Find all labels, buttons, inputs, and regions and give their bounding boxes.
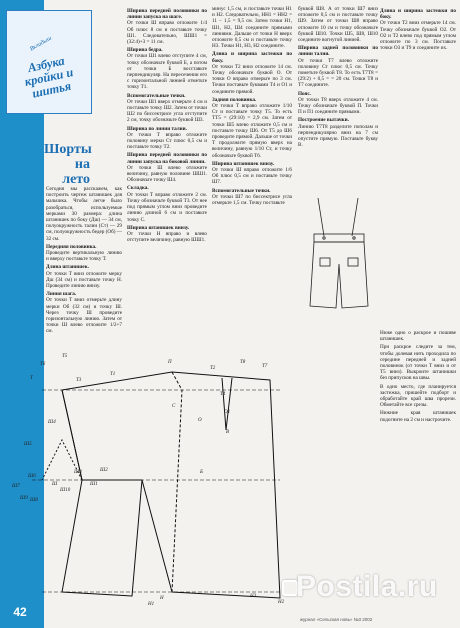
pattern-point-label: Н1 (148, 602, 155, 607)
paragraph: От точки Ш вправо отложите 1/4 Об плюс 8 см и поставьте точку Ш1. Следовательно, ШШ1 = (32:4)+3 = 11 см. (127, 20, 207, 46)
text-column-2 (127, 6, 207, 245)
pattern-point-label: Ш (52, 482, 58, 487)
pattern-point-label: Т4 (220, 392, 226, 397)
text-column-3 (212, 6, 292, 208)
heading: Ширина по линии талии. (127, 125, 187, 132)
heading: Построение вытачки. (298, 117, 349, 124)
section-tag: Вкладыш (29, 35, 53, 53)
paragraph: От точки Т вправо отложите 2 см. Точку обозначьте буквой Т3. От нее под прямым углом вниз проведите линию длиной 6 см и поставьте точку С. (127, 191, 207, 223)
pattern-point-label: Т8 (240, 360, 246, 365)
paragraph: Линию Т7Т8 разделите пополам и перпендикулярно вниз на 7 см опустите прямую. Поставьте букву В. (298, 123, 378, 149)
pattern-point-label: Ш2 (100, 468, 108, 473)
heading: Ширина задней половинки по линии талии. (298, 45, 378, 58)
pattern-point-label: Ш9 (20, 496, 28, 501)
shorts-illustration (300, 196, 378, 326)
pattern-point-label: Т2 (210, 366, 216, 371)
pattern-point-label: Ш7 (12, 484, 20, 489)
heading: Линия шага. (46, 291, 77, 298)
pattern-point-label: Б (200, 470, 203, 475)
paragraph: От точки Т2 вниз отмерьте 14 см. Точку обозначьте буквой О2. От О2 и Т2 влево под прямым углом отложите по 3 см. Поставьте точки О3 и Т9 и соедините их. (380, 20, 456, 52)
paragraph: Нижние края штанишек подогните на 2 см и настрочите. (380, 410, 456, 423)
text-column-4 (298, 6, 378, 150)
heading: Задняя половинка. (212, 96, 257, 103)
pattern-point-label: О (198, 418, 202, 423)
paragraph: От точки Ш1 вверх отмерьте 4 см и поставьте точку Ш2. Затем от точки Ш2 по биссектрисе угла отступите 2 см, точку обозначьте буквой Ш3. (127, 98, 207, 124)
pattern-point-label: Т6 (40, 362, 46, 367)
pattern-point-label: С (172, 404, 176, 409)
pattern-point-label: Ш6 (28, 474, 36, 479)
pattern-point-label: Ш3 (74, 470, 82, 475)
paragraph: В одно место, где планируется застежка, пришейте подборт и обработайте край шва прорези. Обметайте все срезы. (380, 383, 456, 409)
pattern-point-label: Н3 (250, 594, 257, 599)
paragraph: От точки Ш вправо отложите 1/6 Об плюс 0,5 см и поставьте точку Ш7. (212, 167, 292, 186)
pattern-point-label: Ш10 (60, 488, 71, 493)
pattern-dart (222, 378, 232, 430)
paragraph: При раскрое следите за тем, чтобы долевая нить проходила по середине передней и задней половинок (от точки Т вниз и от Т5 вниз). Выкроите штанишки без припусков на швы. (380, 344, 456, 382)
footer-credit: журнал «Сельская новь» №3 2002 (300, 617, 373, 622)
heading: Вспомогательные точки. (127, 92, 186, 99)
pattern-point-label: Ш1 (90, 482, 98, 487)
pattern-point-label: Т (30, 376, 33, 381)
paragraph: От точки Ш влево отложите величину, равную половине ШШ1. Обозначьте точку Ш4. (127, 164, 207, 184)
pattern-point-label: В (226, 430, 230, 435)
page-number: 42 (8, 604, 32, 620)
watermark: Postila.ru (296, 570, 438, 603)
heading: Ширина бедра. (127, 47, 163, 54)
paragraph: От точки Т2 вниз отложите 14 см. Точку обозначьте буквой О. От точки О вправо отмерьте по 3 см. Точки поставьте буквами Т4 и О1 и соедините прямой. (212, 63, 292, 95)
pattern-point-label: Т5 (62, 354, 68, 359)
text-column-1 (46, 186, 122, 337)
paragraph: От точки Т7 влево отложите половину Ст плюс 0,5 см. Точку пометьте буквой Т8. То есть Т7Т8 = (29:2) + 0,5 = = 20 см. Точки Т8 и Т7 соедините. (298, 57, 378, 89)
paragraph: Проведите вертикальную линию и вверху поставьте точку Т. (46, 250, 122, 263)
paragraph: От точки Т вниз отмерьте длину мерки Об (32 см) и точку Ш. Через точку Ш проведите горизонтальную линию. Затем от точки Ш влево отложите 1/2+7 см. (46, 297, 122, 335)
paragraph: От точки Т вниз отложите мерку Дш (34 см) и поставьте точку Н. Проведите линию внизу. (46, 270, 122, 290)
text-column-5 (380, 6, 456, 53)
pattern-point-label: Т7 (262, 364, 268, 369)
pattern-point-label: Ш5 (24, 442, 32, 447)
heading: Ширина передней половинки по линии запуска на боковой линии. (127, 152, 207, 165)
paragraph: От точки Т8 вверх отложите 4 см. Точку обозначьте буквой П. Точки П и П1 соедините прямыми. (298, 96, 378, 116)
paragraph: Ниже одно о раскрое и пошиве штанишек. (380, 330, 456, 343)
heading: Складка. (127, 185, 149, 192)
heading: Передняя половинка. (46, 243, 97, 250)
pattern-point-label: Т1 (110, 372, 116, 377)
heading: Вспомогательные точки. (212, 187, 271, 194)
heading: Длина штанишек. (46, 264, 89, 271)
pattern-outline-front (62, 390, 142, 596)
paragraph: От точки Н вправо и влево отступите величину, равную ШШ1. (127, 230, 207, 244)
heading: Пояс. (298, 90, 311, 97)
pattern-point-label: Т3 (76, 378, 82, 383)
paragraph: буквой Ш8. А от точки Ш7 вниз отложите 0,5 см и поставьте точку Ш9. Затем от точки Ш8 вправо отложите 10 см и точку обозначьте буквой Ш10. Точки Ш5, Ш8, Ш10 соедините вогнутой линией. (298, 6, 378, 44)
pattern-point-label: П (168, 360, 172, 365)
heading: Длина и ширина застежки по боку. (380, 8, 456, 21)
text-column-6 (380, 330, 456, 425)
heading: Ширина штанишек внизу. (127, 224, 190, 231)
paragraph: От точки Ш7 по биссектрисе угла отмерьте 1,5 см. Точку поставьте (212, 193, 292, 207)
intro-paragraph: Сегодня мы расскажем, как построить чертеж штанишек для мальчика. Чтобы легче было разобраться, используемые мерками 30 размера: длина штанишек по боку (Дш) — 34 см, полуокружность талии (Ст) — 29 см, полуокружность бедер (Об) — 32 см. (46, 186, 122, 242)
paragraph: минус 1,5 см, и поставьте точки Н1 и Н2. Следовательно, НН1 = НН2 = 11 − 1,5 = 9,5 см. Затем точки Н1, Ш1, Н2, Ш4 соедините прямыми линиями. Дальше от точки Н вверх отложите 0,5 см и поставьте точку Н3. Точки Н1, Н3, Н2 соедините. (212, 6, 292, 50)
paragraph: От точки Ш1 влево отступите 4 см, точку обозначьте буквой Б, а потом от точки Б восставьте перпендикуляр. На пересечении его с горизонтальной линией отметьте точку Т1. (127, 53, 207, 91)
heading: Длина и ширина застежки по боку. (212, 51, 292, 64)
pattern-point-label: Н2 (278, 600, 285, 605)
pattern-point-label: Ш8 (30, 498, 38, 503)
series-title: Азбука кройки и шитья (23, 53, 75, 101)
pattern-point-label: О1 (224, 410, 231, 415)
paragraph: От точки Т вправо отложите 1/10 Ст и поставьте точку Т5. То есть ТТ5 = (29:10) = 2,9 см. Затем от точки Ш5 влево отложите 0,5 см и поставьте точку Ш6. От Т5 до Ш6 проведите прямой. Дальше от точки Т продолжите прямую вверх на величину, равную 1/10 Ст, и точку обозначьте буквой Т6. (212, 103, 292, 159)
pattern-drawing (22, 330, 292, 600)
paragraph: От точки Т вправо отложите половину мерки Ст плюс 0,5 см и поставьте точку Т2. (127, 131, 207, 151)
article-title: Шорты на лето (44, 142, 92, 187)
heading: Ширина передней половинки по линии запуска на шаге. (127, 8, 207, 21)
pattern-point-label: Ш4 (48, 420, 56, 425)
heading: Ширина штанишек внизу. (212, 160, 275, 167)
pattern-point-label: Н (160, 596, 164, 601)
